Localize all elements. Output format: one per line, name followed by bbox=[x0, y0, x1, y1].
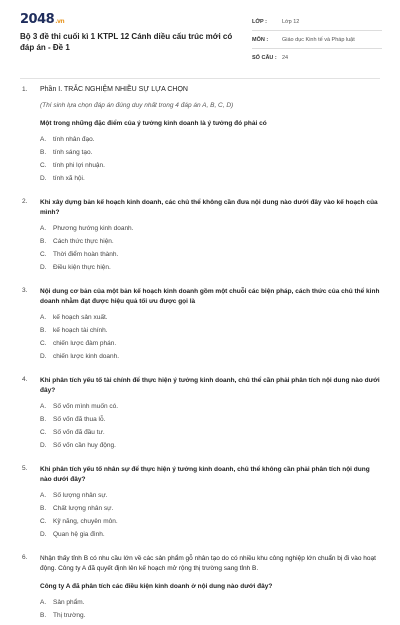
section-note: (Thí sinh lựa chọn đáp án đúng duy nhất trong 4 đáp án A, B, C, D) bbox=[40, 102, 234, 109]
option-text: Thời điểm hoàn thành. bbox=[53, 251, 119, 258]
option-letter: B. bbox=[40, 149, 47, 156]
option-letter: D. bbox=[40, 353, 47, 360]
exam-content bbox=[22, 82, 382, 625]
option-text: tính xã hội. bbox=[53, 175, 85, 182]
question-2 bbox=[22, 198, 382, 277]
option-a[interactable] bbox=[40, 136, 212, 149]
option-text: Số vốn đã thua lỗ. bbox=[53, 416, 106, 423]
option-letter: B. bbox=[40, 505, 47, 512]
document-header bbox=[0, 0, 400, 72]
option-text: tính nhân đạo. bbox=[53, 136, 95, 143]
question-number: 4. bbox=[22, 376, 28, 383]
option-d[interactable] bbox=[40, 442, 212, 455]
option-letter: A. bbox=[40, 136, 47, 143]
option-a[interactable] bbox=[40, 599, 212, 612]
option-text: tính phi lợi nhuận. bbox=[53, 162, 105, 169]
question-text: Một trong những đặc điểm của ý tưởng kinh doanh là ý tưởng đó phải có bbox=[40, 120, 267, 127]
option-d[interactable] bbox=[40, 175, 212, 188]
question-number: 3. bbox=[22, 287, 28, 294]
option-text: Số vốn mình muốn có. bbox=[53, 403, 119, 410]
question-text: Khi xây dựng bản kế hoạch kinh doanh, các chủ thể không cần đưa nội dung nào dưới đây vào kế hoạch của mình? bbox=[40, 199, 378, 216]
options bbox=[40, 599, 382, 625]
meta-key: SỐ CÂU : bbox=[252, 55, 277, 61]
section-heading bbox=[22, 82, 382, 96]
options bbox=[40, 403, 382, 455]
option-text: Điều kiện thực hiện. bbox=[53, 264, 111, 271]
options bbox=[40, 314, 382, 366]
option-text: Chất lượng nhân sự. bbox=[53, 505, 114, 512]
option-letter: C. bbox=[40, 429, 47, 436]
question-text: Nội dung cơ bản của một bản kế hoạch kinh doanh gồm một chuỗi các biện pháp, cách thức của chủ thể kinh doanh nhằm đạt được hiệu quả tối ưu được gọi là bbox=[40, 288, 380, 305]
option-b[interactable] bbox=[40, 149, 212, 162]
meta-key: MÔN : bbox=[252, 36, 269, 43]
option-text: Số vốn đã đầu tư. bbox=[53, 429, 105, 436]
option-letter: C. bbox=[40, 162, 47, 169]
option-b[interactable] bbox=[40, 612, 212, 625]
option-text: chiến lược kinh doanh. bbox=[53, 353, 120, 360]
section-number: 1. bbox=[22, 85, 28, 93]
question-number: 2. bbox=[22, 198, 28, 205]
logo-suffix: .vn bbox=[55, 18, 65, 25]
option-letter: D. bbox=[40, 264, 47, 271]
option-letter: C. bbox=[40, 251, 47, 258]
meta-table bbox=[252, 13, 382, 67]
meta-key: LỚP : bbox=[252, 18, 267, 25]
option-b[interactable] bbox=[40, 505, 212, 518]
meta-row-count bbox=[252, 49, 382, 67]
meta-value: 24 bbox=[282, 55, 289, 61]
option-letter: B. bbox=[40, 238, 47, 245]
option-letter: A. bbox=[40, 599, 47, 606]
options bbox=[40, 136, 382, 188]
meta-row-class bbox=[252, 13, 382, 31]
header-divider bbox=[20, 78, 380, 79]
option-letter: A. bbox=[40, 492, 47, 499]
option-text: kế hoạch tài chính. bbox=[53, 327, 108, 334]
meta-value: Lớp 12 bbox=[282, 18, 300, 25]
option-c[interactable] bbox=[40, 518, 212, 531]
options bbox=[40, 225, 382, 277]
option-letter: A. bbox=[40, 314, 47, 321]
option-letter: D. bbox=[40, 175, 47, 182]
option-text: Quan hệ gia đình. bbox=[53, 531, 105, 538]
logo-main: 2048 bbox=[20, 12, 55, 27]
options bbox=[40, 492, 382, 544]
option-text: Số lượng nhân sự. bbox=[53, 492, 108, 499]
option-text: Kỹ năng, chuyên môn. bbox=[53, 518, 118, 525]
question-passage: Nhận thấy tỉnh B có nhu cầu lớn về các sản phẩm gỗ nhân tạo do có nhiều khu công nghiệp lớn chuẩn bị đi vào hoạt động. Công ty A đã quyết định lên kế hoạch mở rộng thị trường sang tỉnh B. bbox=[40, 555, 376, 572]
option-text: Phương hướng kinh doanh. bbox=[53, 225, 134, 232]
option-text: kế hoạch sản xuất. bbox=[53, 314, 108, 321]
option-a[interactable] bbox=[40, 492, 212, 505]
question-4 bbox=[22, 376, 382, 455]
option-letter: B. bbox=[40, 612, 47, 619]
section-title: Phần I. TRẮC NGHIỆM NHIỀU SỰ LỰA CHỌN bbox=[40, 85, 188, 93]
meta-value: Giáo dục Kinh tế và Pháp luật bbox=[282, 36, 355, 43]
option-d[interactable] bbox=[40, 264, 212, 277]
question-number: 6. bbox=[22, 554, 28, 561]
option-c[interactable] bbox=[40, 340, 212, 353]
option-letter: B. bbox=[40, 416, 47, 423]
option-c[interactable] bbox=[40, 162, 212, 175]
meta-row-subject bbox=[252, 31, 382, 49]
option-text: Số vốn cần huy động. bbox=[53, 442, 116, 449]
option-c[interactable] bbox=[40, 251, 212, 264]
option-c[interactable] bbox=[40, 429, 212, 442]
option-a[interactable] bbox=[40, 225, 212, 238]
question-1 bbox=[22, 119, 382, 188]
option-text: Thị trường. bbox=[53, 612, 86, 619]
option-text: tính sáng tạo. bbox=[53, 149, 93, 156]
option-letter: A. bbox=[40, 225, 47, 232]
question-6 bbox=[22, 554, 382, 625]
option-text: Sản phẩm. bbox=[53, 599, 85, 606]
option-letter: D. bbox=[40, 442, 47, 449]
option-letter: D. bbox=[40, 531, 47, 538]
option-a[interactable] bbox=[40, 403, 212, 416]
option-text: Cách thức thực hiện. bbox=[53, 238, 114, 245]
option-b[interactable] bbox=[40, 327, 212, 340]
option-d[interactable] bbox=[40, 531, 212, 544]
option-text: chiến lược đàm phán. bbox=[53, 340, 117, 347]
question-3 bbox=[22, 287, 382, 366]
site-logo[interactable] bbox=[20, 12, 64, 27]
option-letter: C. bbox=[40, 518, 47, 525]
question-5 bbox=[22, 465, 382, 544]
option-d[interactable] bbox=[40, 353, 212, 366]
document-title: Bộ 3 đề thi cuối kì 1 KTPL 12 Cánh diều cấu trúc mới có đáp án - Đề 1 bbox=[20, 32, 233, 52]
question-text: Công ty A đã phân tích các điều kiện kinh doanh ở nội dung nào dưới đây? bbox=[40, 583, 273, 590]
option-letter: C. bbox=[40, 340, 47, 347]
option-a[interactable] bbox=[40, 314, 212, 327]
question-text: Khi phân tích yếu tố tài chính để thực hiện ý tưởng kinh doanh, chủ thể cần phải phân tích nội dung nào dưới đây? bbox=[40, 377, 380, 394]
question-text: Khi phân tích yếu tố nhân sự để thực hiện ý tưởng kinh doanh, chủ thể không cần phải phân tích nội dung nào dưới đây? bbox=[40, 466, 370, 483]
option-b[interactable] bbox=[40, 238, 212, 251]
option-letter: A. bbox=[40, 403, 47, 410]
option-letter: B. bbox=[40, 327, 47, 334]
question-number: 5. bbox=[22, 465, 28, 472]
option-b[interactable] bbox=[40, 416, 212, 429]
